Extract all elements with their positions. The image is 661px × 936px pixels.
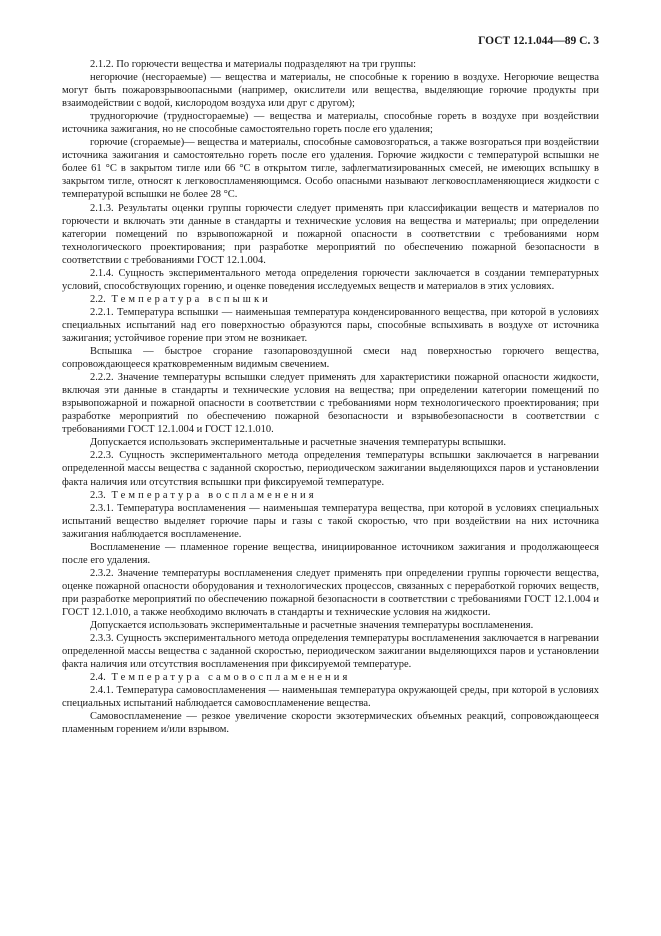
paragraph-2-3-2: 2.3.2. Значение температуры воспламенения следует применять при определении группы горючести вещества, оценке пожарной опасности оборудования и технологических процессов, связанных с переработкой горючих веществ, при разработке мероприятий по обеспечению пожарной безопасности в соответствии с требованиями ГОСТ 12.1.004 и ГОСТ 12.1.010, а также необходимо включать в стандарты и технические условия на жидкости.: [62, 567, 599, 618]
paragraph-2-3-1: 2.3.1. Температура воспламенения — наименьшая температура вещества, при которой в условиях специальных испытаний вещество выделяет горючие пары и газы с такой скоростью, что при воздействии на них источника зажигания наблюдается воспламенение.: [62, 502, 599, 540]
paragraph-hardly-combustible: трудногорючие (трудносгораемые) — вещества и материалы, способные гореть в воздухе при воздействии источника зажигания, но не способные самостоятельно гореть после его удаления;: [62, 111, 599, 136]
section-heading-2-2: 2.2. Температура вспышки: [90, 293, 271, 305]
paragraph-combustible: горючие (сгораемые)— вещества и материалы, способные самовозгораться, а также возгораться при воздействии источника зажигания и самостоятельно гореть после его удаления. Горючие жидкости с температурой вспышки не более 61 °С в закрытом тигле или 66 °С в открытом тигле, зафлегматизированных смесей, не имеющих вспышку в закрытом тигле, относят к легковоспламеняющимся. Особо опасными называют легковоспламеняющиеся жидкости с температурой вспышки не более 28 °С.: [62, 137, 599, 201]
section-heading-2-3: 2.3. Температура воспламенения: [90, 489, 317, 501]
paragraph-2-1-3: 2.1.3. Результаты оценки группы горючести следует применять при классификации веществ и материалов по горючести и включать эти данные в стандарты и технические условия на вещества и материалы; при определении категории помещений по взрывопожарной и пожарной опасности в соответствии с требованиями норм технологического проектирования; при разработке мероприятий по обеспечению пожарной безопасности в соответствии с требованиями ГОСТ 12.1.004.: [62, 202, 599, 266]
paragraph-2-3-3: 2.3.3. Сущность экспериментального метода определения температуры воспламенения заключается в нагревании определенной массы вещества с заданной скоростью, периодическом зажигании выделяющихся паров и установлении факта наличия или отсутствия воспламенения при фиксируемой температуре.: [62, 633, 599, 671]
paragraph-2-2-1: 2.2.1. Температура вспышки — наименьшая температура конденсированного вещества, при которой в условиях специальных испытаний над его поверхностью образуются пары, способные вспыхивать в воздухе от источника зажигания; устойчивое горение при этом не возникает.: [62, 306, 599, 344]
paragraph-flash-definition: Вспышка — быстрое сгорание газопаровоздушной смеси над поверхностью горючего вещества, сопровождающееся кратковременным видимым свечением.: [62, 346, 599, 371]
paragraph-noncombustible: негорючие (несгораемые) — вещества и материалы, не способные к горению в воздухе. Негорючие вещества могут быть пожаровзрывоопасными (например, окислители или вещества, выделяющие горючие продукты при взаимодействии с водой, кислородом воздуха или друг с другом);: [62, 72, 599, 110]
paragraph-2-1-2: 2.1.2. По горючести вещества и материалы подразделяют на три группы:: [90, 59, 417, 70]
page-header: ГОСТ 12.1.044—89 С. 3: [478, 35, 599, 47]
paragraph-2-2-2: 2.2.2. Значение температуры вспышки следует применять для характеристики пожарной опасности жидкости, включая эти данные в стандарты и технические условия на вещества; при определении категории помещений по взрывопожарной и пожарной опасности в соответствии с требованиями норм технологического проектирования; при разработке мероприятий по обеспечению пожарной безопасности и взрывобезопасности в соответствии с требованиями ГОСТ 12.1.004 и ГОСТ 12.1.010.: [62, 372, 599, 436]
paragraph-2-4-1: 2.4.1. Температура самовоспламенения — наименьшая температура окружающей среды, при которой в условиях специальных испытаний наблюдается самовоспламенение вещества.: [62, 685, 599, 710]
paragraph-autoignition-definition: Самовоспламенение — резкое увеличение скорости экзотермических объемных реакций, сопровождающееся пламенным горением и/или взрывом.: [62, 711, 599, 736]
paragraph-ignition-allowed: Допускается использовать экспериментальные и расчетные значения температуры воспламенения.: [90, 620, 534, 632]
paragraph-2-1-4: 2.1.4. Сущность экспериментального метода определения горючести заключается в создании температурных условий, способствующих горению, и оценке поведения исследуемых веществ и материалов в этих условиях.: [62, 267, 599, 292]
paragraph-flash-allowed: Допускается использовать экспериментальные и расчетные значения температуры вспышки.: [90, 437, 506, 449]
paragraph-2-2-3: 2.2.3. Сущность экспериментального метода определения температуры вспышки заключается в нагревании определенной массы вещества с заданной скоростью, периодическом зажигании выделяющихся паров и установлении факта наличия или отсутствия вспышки при фиксируемой температуре.: [62, 450, 599, 488]
paragraph-ignition-definition: Воспламенение — пламенное горение вещества, инициированное источником зажигания и продолжающееся после его удаления.: [62, 541, 599, 566]
section-heading-2-4: 2.4. Температура самовоспламенения: [90, 672, 351, 684]
